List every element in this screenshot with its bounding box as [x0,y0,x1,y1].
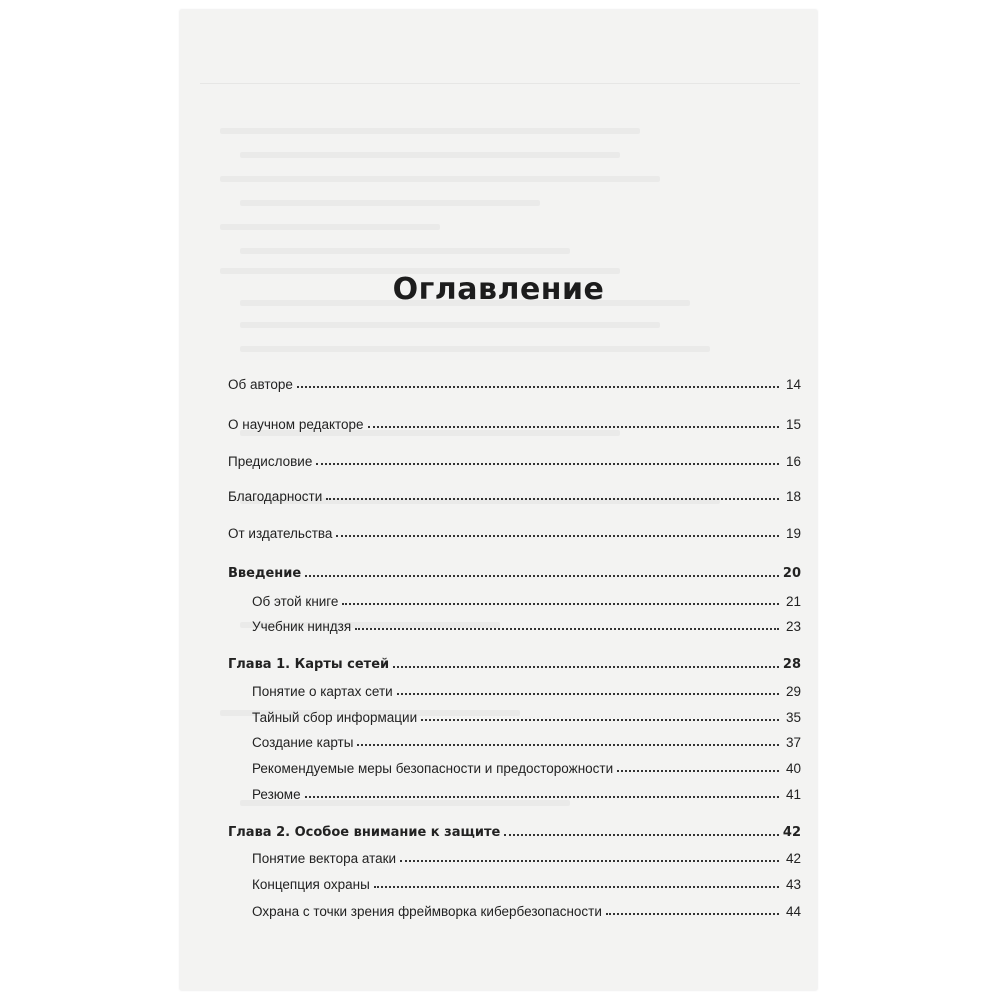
toc-entry [228,559,801,581]
toc-entry-label: Понятие о картах сети [252,684,393,699]
page-title: Оглавление [392,272,605,307]
toc-entry-page-number: 40 [785,761,801,776]
toc-dot-leader [305,796,779,798]
toc-entry-page-number: 18 [785,489,801,504]
toc-entry [228,519,801,541]
toc-entry-page-number: 41 [785,787,801,802]
toc-dot-leader [336,535,779,537]
toc-entry-page-number: 15 [785,417,801,432]
toc-entry-page-number: 44 [785,904,801,919]
toc-entry [228,780,801,802]
toc-dot-leader [606,913,779,915]
toc-entry [228,844,801,866]
bleed-through-rule [200,83,800,84]
toc-entry [228,818,801,840]
toc-entry-label: Об этой книге [252,594,339,609]
toc-dot-leader [305,575,779,577]
toc-entry-page-number: 42 [782,825,801,840]
toc-entry-page-number: 14 [785,377,801,392]
toc-entry [228,587,801,609]
toc-entry [228,410,801,432]
toc-dot-leader [357,744,779,746]
bleed-through-text [240,248,570,254]
toc-entry-label: Введение [228,566,302,581]
toc-entry-page-number: 28 [782,657,801,672]
toc-dot-leader [316,463,779,465]
toc-entry [228,703,801,725]
toc-entry-label: Благодарности [228,489,323,504]
toc-entry [228,447,801,469]
toc-entry-label: Создание карты [252,735,354,750]
toc-entry [228,754,801,776]
toc-entry-label: Глава 1. Карты сетей [228,657,390,672]
toc-entry [228,612,801,634]
toc-entry-label: Предисловие [228,454,313,469]
toc-dot-leader [397,693,779,695]
bleed-through-text [220,224,440,230]
toc-entry [228,728,801,750]
bleed-through-text [240,322,660,328]
toc-entry-label: О научном редакторе [228,417,364,432]
toc-dot-leader [421,719,779,721]
toc-entry-label: Охрана с точки зрения фреймворка кибербезопасности [252,904,602,919]
toc-entry-page-number: 23 [785,619,801,634]
toc-dot-leader [355,628,779,630]
toc-entry-label: Рекомендуемые меры безопасности и предосторожности [252,761,614,776]
toc-entry-page-number: 21 [785,594,801,609]
toc-entry-page-number: 37 [785,735,801,750]
bleed-through-text [220,176,660,182]
bleed-through-text [240,152,620,158]
toc-entry-label: От издательства [228,526,333,541]
toc-entry-label: Понятие вектора атаки [252,851,397,866]
toc-entry [228,650,801,672]
toc-entry [228,370,801,392]
toc-entry-page-number: 19 [785,526,801,541]
toc-dot-leader [297,386,779,388]
toc-entry-label: Тайный сбор информации [252,710,418,725]
toc-entry-page-number: 29 [785,684,801,699]
toc-dot-leader [393,666,779,668]
toc-entry-label: Учебник ниндзя [252,619,352,634]
toc-entry-page-number: 35 [785,710,801,725]
toc-entry [228,870,801,892]
toc-entry-label: Концепция охраны [252,877,370,892]
toc-dot-leader [617,770,779,772]
toc-entry-page-number: 42 [785,851,801,866]
toc-entry [228,677,801,699]
toc-entry-page-number: 16 [785,454,801,469]
book-page [180,10,817,990]
toc-entry-page-number: 20 [782,566,801,581]
toc-entry [228,897,801,919]
toc-entry-page-number: 43 [785,877,801,892]
toc-dot-leader [342,603,779,605]
toc-entry-label: Резюме [252,787,301,802]
toc-entry-label: Глава 2. Особое внимание к защите [228,825,501,840]
bleed-through-text [240,346,710,352]
toc-dot-leader [504,834,779,836]
toc-dot-leader [326,498,779,500]
bleed-through-text [220,128,640,134]
toc-dot-leader [374,886,779,888]
toc-entry [228,482,801,504]
toc-dot-leader [400,860,779,862]
toc-entry-label: Об авторе [228,377,293,392]
toc-dot-leader [368,426,779,428]
bleed-through-text [240,200,540,206]
